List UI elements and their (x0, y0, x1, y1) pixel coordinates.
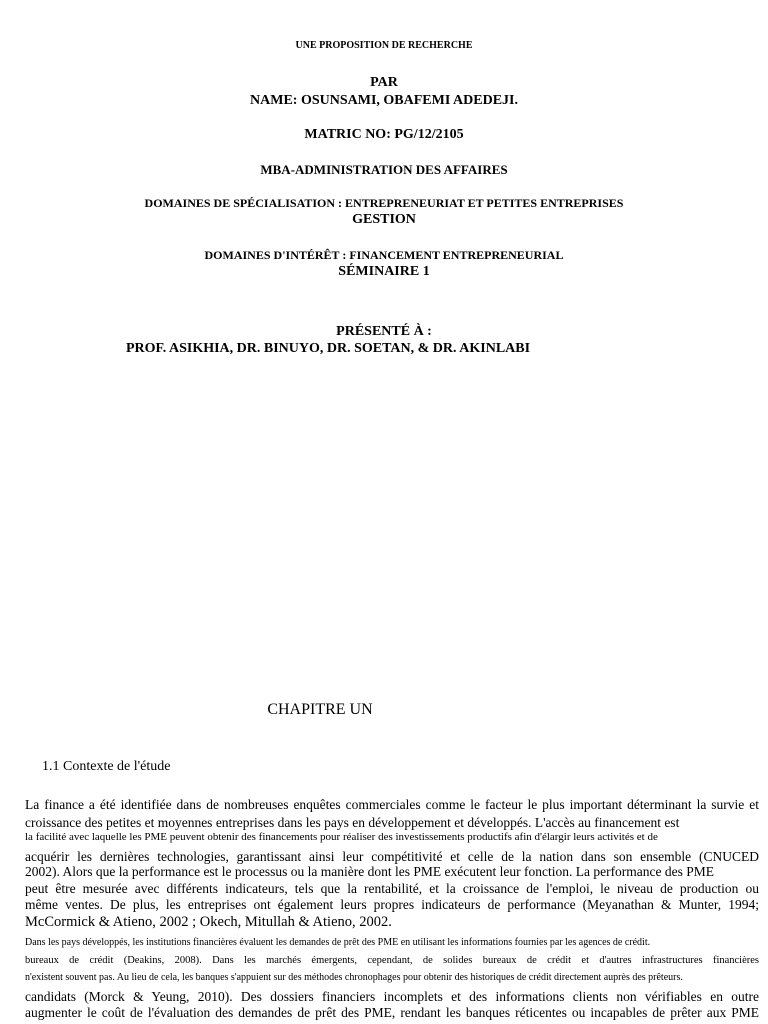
body-line: La finance a été identifiée dans de nombreuses enquêtes commerciales comme le facteur le plus important déterminant la survie et (25, 797, 759, 812)
body-line: croissance des petites et moyennes entreprises dans les pays en développement et développés. L'accès au financement est (25, 815, 680, 830)
matric-number: MATRIC NO: PG/12/2105 (304, 127, 464, 142)
body-line: acquérir les dernières technologies, garantissant ainsi leur compétitivité et celle de la nation dans son ensemble (CNUCED (25, 849, 759, 864)
specialization-line-1: DOMAINES DE SPÉCIALISATION : ENTREPRENEURIAT ET PETITES ENTREPRISES (144, 196, 624, 210)
body-line: même ventes. De plus, les entreprises ont également leurs propres indicateurs de performance (Meyanathan & Munter, 1994; (25, 897, 759, 912)
body-line: augmenter le coût de l'évaluation des demandes de prêt des PME, rendant les banques réticentes ou incapables de prêter aux PME (25, 1005, 759, 1020)
section-heading: 1.1 Contexte de l'étude (42, 759, 171, 774)
proposal-kicker: UNE PROPOSITION DE RECHERCHE (295, 40, 473, 51)
body-line: peut être mesurée avec différents indicateurs, tels que la rentabilité, et la croissance de l'emploi, le niveau de production ou (25, 881, 759, 896)
chapter-heading: CHAPITRE UN (267, 701, 373, 718)
body-line: bureaux de crédit (Deakins, 2008). Dans les marchés émergents, cependant, de solides bureaux de crédit et d'autres infrastructures financières (25, 955, 759, 966)
by-label: PAR (370, 75, 398, 90)
author-name: NAME: OSUNSAMI, OBAFEMI ADEDEJI. (250, 93, 518, 108)
specialization-line-2: GESTION (352, 212, 416, 227)
seminar-label: SÉMINAIRE 1 (338, 264, 430, 279)
presented-to-label: PRÉSENTÉ À : (336, 324, 432, 339)
body-line: n'existent souvent pas. Au lieu de cela, les banques s'appuient sur des méthodes chronophages pour obtenir des historiques de crédit directement auprès des prêteurs. (25, 972, 683, 983)
interest-area: DOMAINES D'INTÉRÊT : FINANCEMENT ENTREPRENEURIAL (204, 248, 564, 262)
body-line: Dans les pays développés, les institutions financières évaluent les demandes de prêt des PME en utilisant les informations fournies par les agences de crédit. (25, 937, 651, 948)
body-line: la facilité avec laquelle les PME peuvent obtenir des financements pour réaliser des investissements productifs afin d'élargir leurs activités et de (25, 831, 658, 843)
body-line: McCormick & Atieno, 2002 ; Okech, Mitullah & Atieno, 2002. (25, 914, 392, 930)
body-line: candidats (Morck & Yeung, 2010). Des dossiers financiers incomplets et des informations clients non vérifiables en outre (25, 989, 759, 1004)
professors-list: PROF. ASIKHIA, DR. BINUYO, DR. SOETAN, & DR. AKINLABI (125, 341, 531, 356)
body-line: 2002). Alors que la performance est le processus ou la manière dont les PME exécutent leur fonction. La performance des PME (25, 864, 715, 879)
program-name: MBA-ADMINISTRATION DES AFFAIRES (260, 162, 508, 177)
